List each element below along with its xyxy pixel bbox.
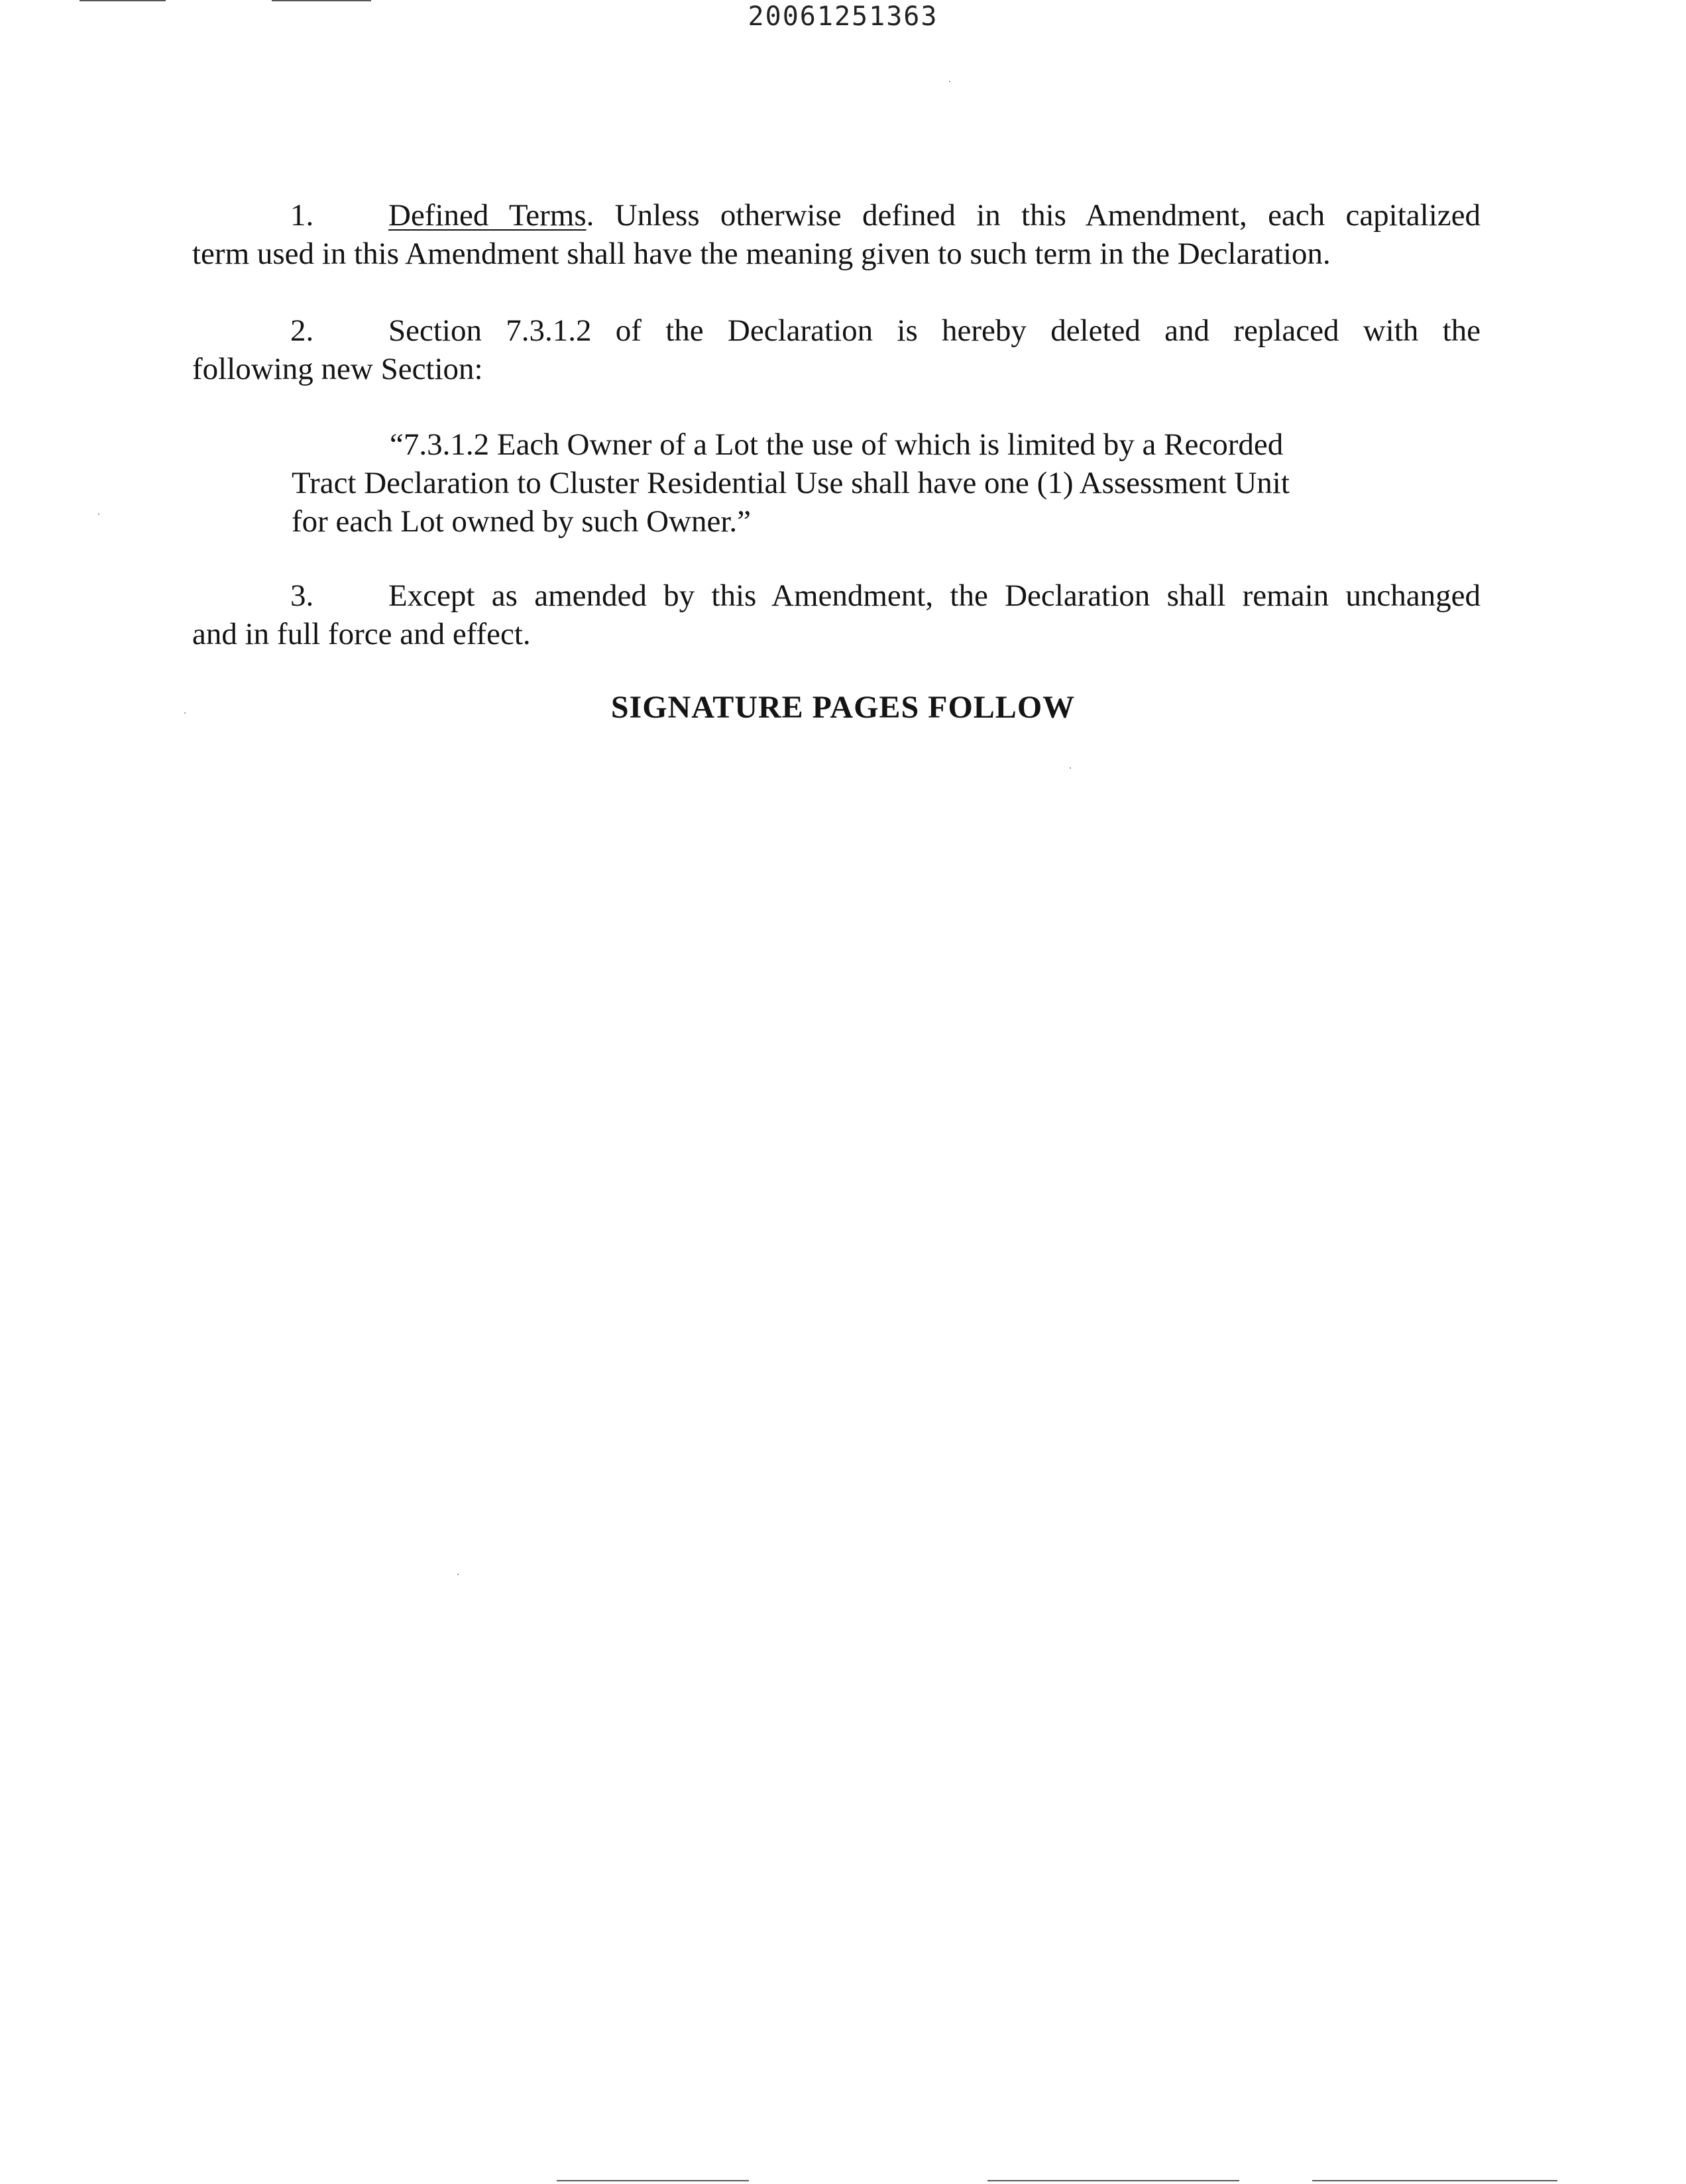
scan-mark-bottom-2 — [987, 2180, 1239, 2181]
scan-speck — [949, 81, 950, 82]
defined-terms-heading: Defined Terms — [388, 198, 587, 233]
quoted-section-line-1: “7.3.1.2 Each Owner of a Lot the use of which is limited by a Recorded — [390, 427, 1284, 462]
scan-speck — [98, 514, 99, 515]
paragraph-2-line1-text: Section 7.3.1.2 of the Declaration is hereby deleted and replaced with the — [388, 313, 1481, 348]
paragraph-3-line2-text: and in full force and effect. — [192, 617, 531, 651]
paragraph-number: 3. — [290, 578, 314, 613]
paragraph-3-line1-text: Except as amended by this Amendment, the Declaration shall remain unchanged — [388, 578, 1481, 613]
paragraph-1-first-line — [192, 196, 1481, 235]
scan-speck — [457, 1574, 459, 1575]
scan-speck — [1070, 767, 1071, 769]
paragraph-number: 2. — [290, 313, 314, 348]
paragraph-2-first-line — [192, 311, 1481, 350]
paragraph-1-line2-text: term used in this Amendment shall have the meaning given to such term in the Declaration. — [192, 237, 1331, 271]
paragraph-2-line2-text: following new Section: — [192, 352, 483, 386]
paragraph-3 — [192, 576, 1481, 653]
paragraph-1-line1-text: . Unless otherwise defined in this Amendment, each capitalized — [586, 198, 1481, 233]
document-number: 20061251363 — [748, 1, 938, 32]
scan-mark-bottom-3 — [1312, 2180, 1557, 2181]
paragraph-2 — [192, 311, 1481, 388]
scan-mark-bottom-1 — [557, 2180, 749, 2181]
quoted-section-line-3: for each Lot owned by such Owner.” — [292, 504, 752, 539]
signature-pages-heading: SIGNATURE PAGES FOLLOW — [610, 690, 1076, 725]
paragraph-1 — [192, 196, 1481, 273]
paragraph-3-first-line — [192, 576, 1481, 615]
quoted-section — [292, 425, 1392, 541]
paragraph-number: 1. — [290, 198, 314, 233]
quoted-section-line-2: Tract Declaration to Cluster Residential Use shall have one (1) Assessment Unit — [292, 466, 1290, 500]
